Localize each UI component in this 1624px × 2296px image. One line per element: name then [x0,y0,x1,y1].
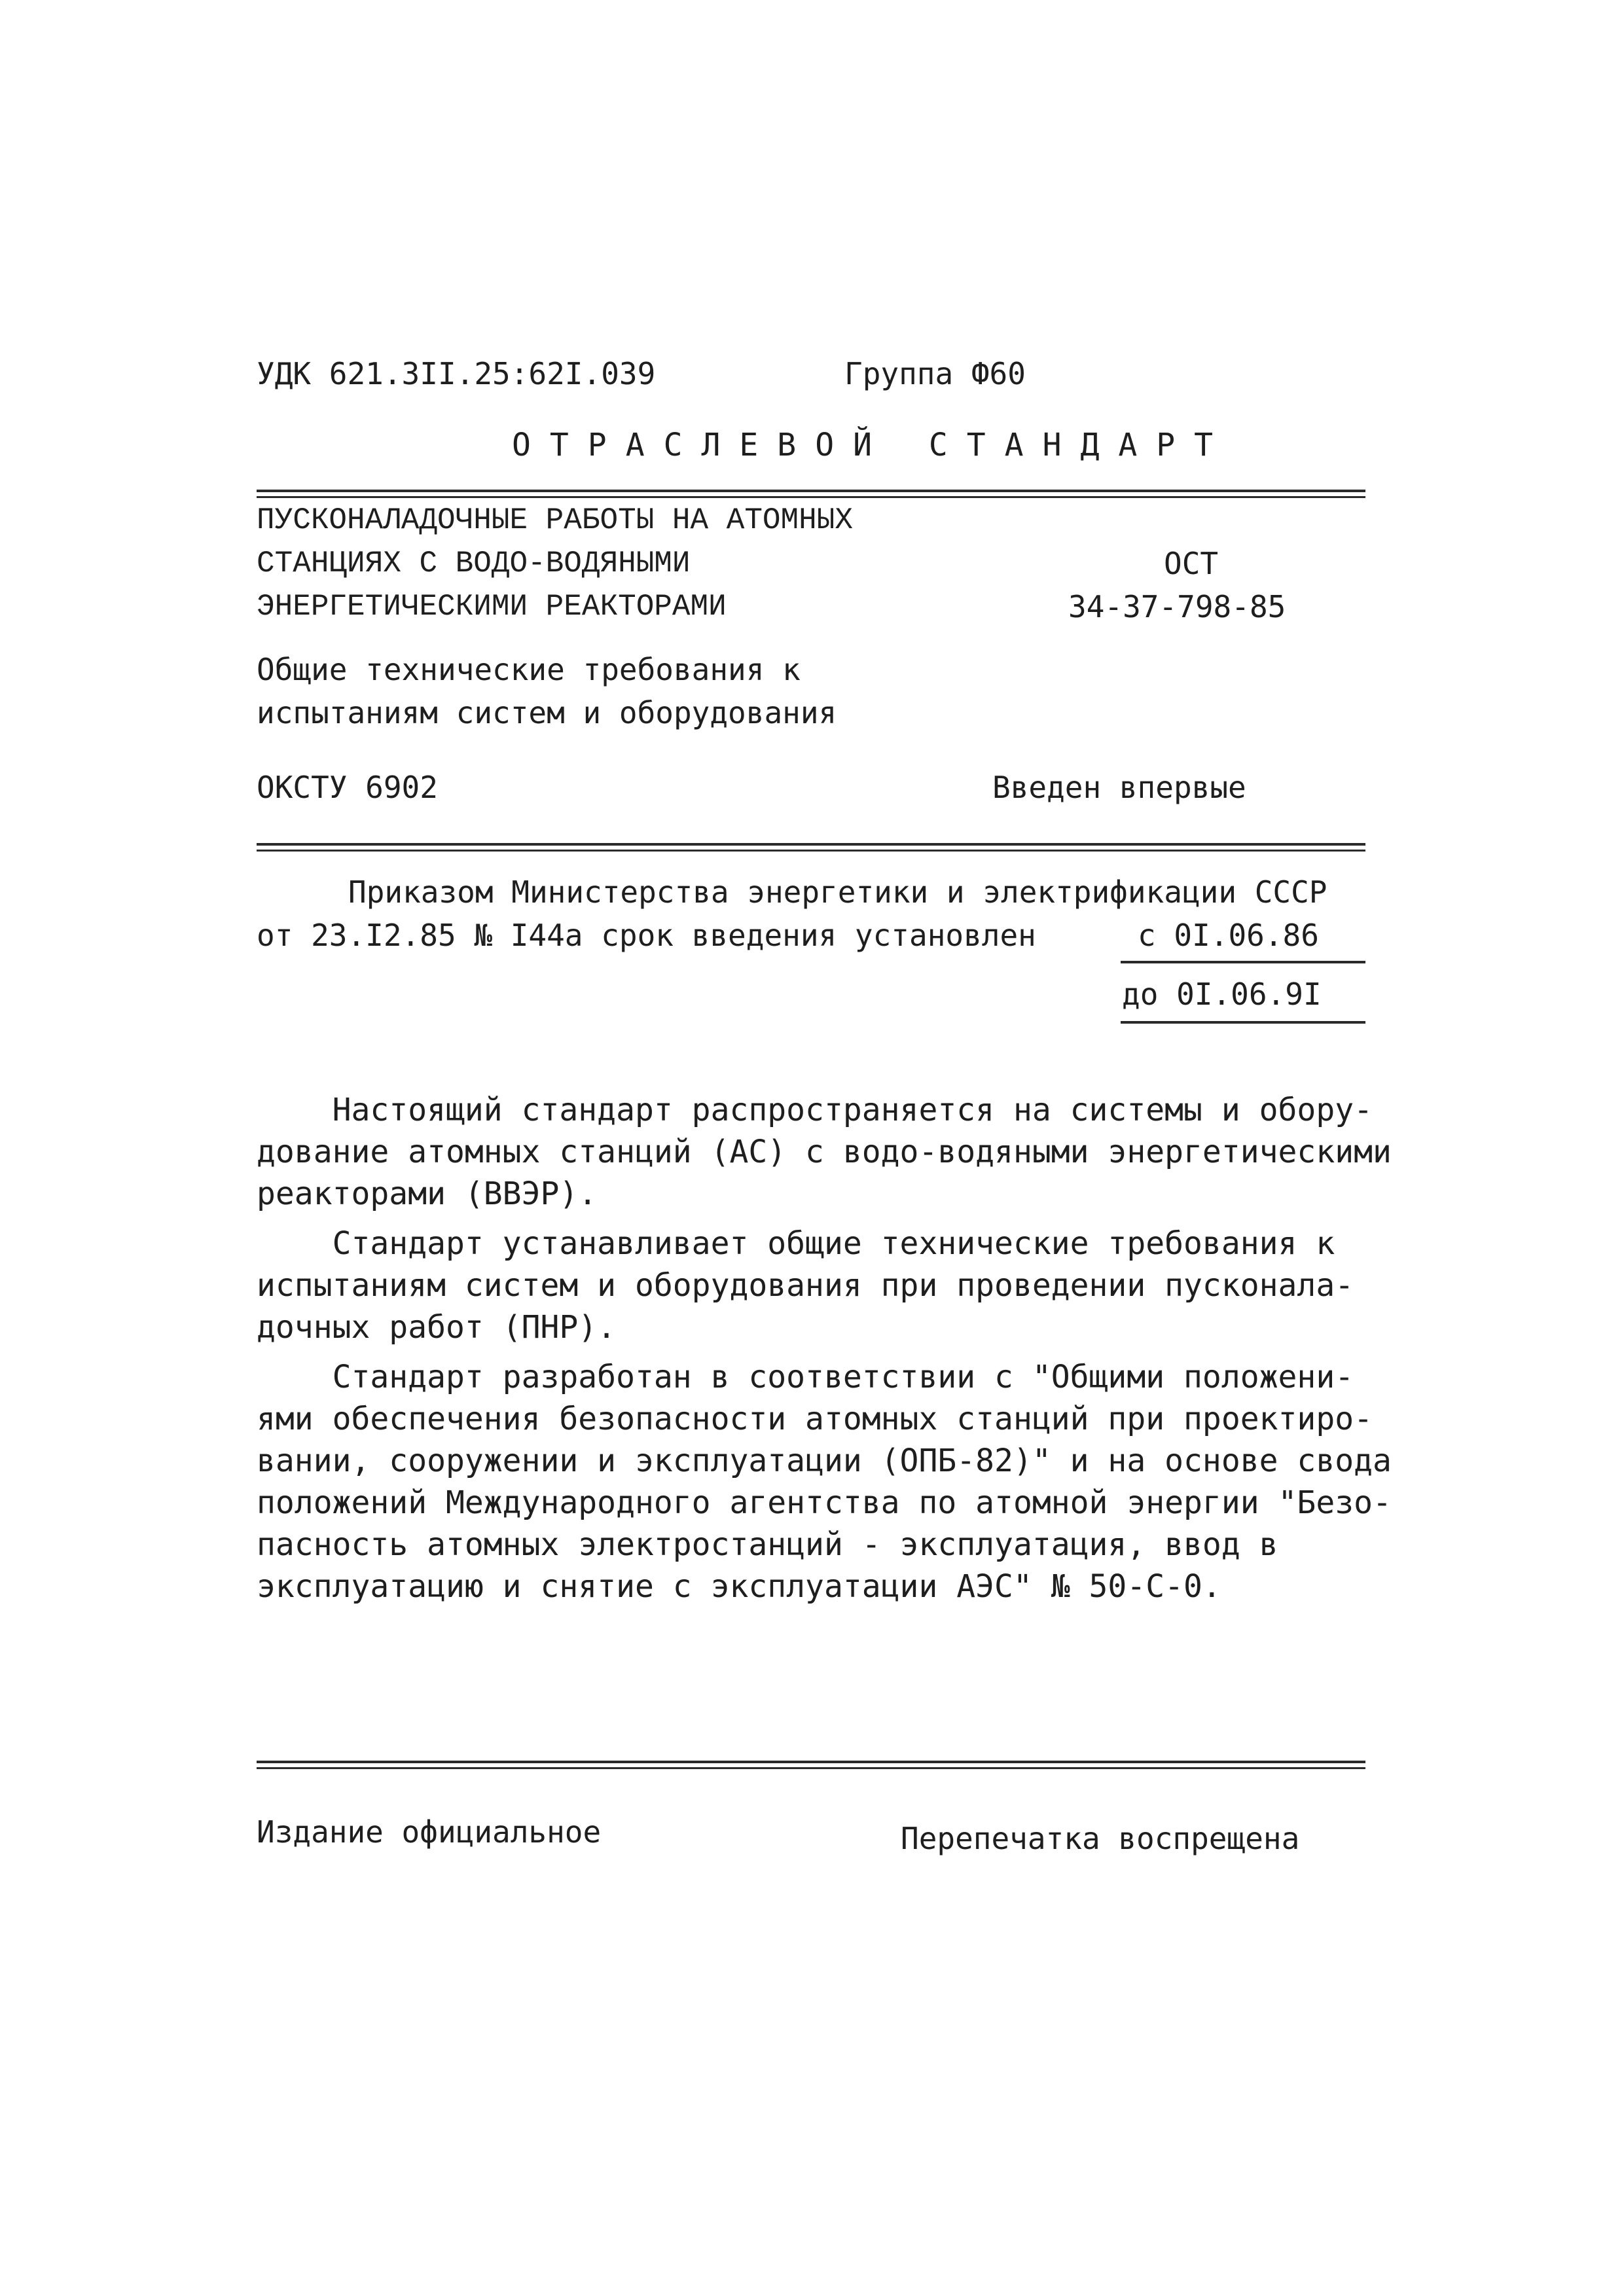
title-divider [257,843,1365,852]
introduced-note: Введен впервые [992,770,1246,805]
title-line-2: СТАНЦИЯХ С ВОДО-ВОДЯНЫМИ [257,547,691,581]
reprint-prohibited-note: Перепечатка воспрещена [901,1821,1300,1856]
designation-label: ОСТ [1164,546,1219,581]
title-line-1: ПУСКОНАЛАДОЧНЫЕ РАБОТЫ НА АТОМНЫХ [257,503,853,537]
group-code: Группа Ф60 [844,356,1026,391]
subtitle-line-2: испытаниям систем и оборудования [257,695,837,730]
body-paragraph-3: Стандарт разработан в соответствии с "Общими положени- ями обеспечения безопасности атомных станций при проектиро- вании, сооружении и эксплуатации (ОПБ-82)" и на основе свода положений Международного агентства по атомной энергии "Безо- пасность атомных электростанций - эксплуатация, ввод в эксплуатацию и снятие с эксплуатации АЭС" № 50-С-0. [257,1359,1392,1605]
order-line-2: от 23.I2.85 № I44a срок введения установлен [257,918,1036,953]
standard-type-heading: ОТРАСЛЕВОЙ СТАНДАРТ [512,427,1233,463]
footer-divider [257,1761,1365,1769]
okstu-code: ОКСТУ 6902 [257,770,438,805]
date-from-underline [1121,961,1365,963]
official-edition-note: Издание официальное [257,1814,602,1850]
date-from: с 0I.06.86 [1138,918,1319,953]
udk-code: УДК 621.3II.25:62I.039 [257,356,656,391]
body-paragraph-1: Настоящий стандарт распространяется на системы и обору- дование атомных станций (АС) с водо-водяными энергетическими реакторами (ВВЭР). [257,1092,1392,1212]
designation-number: 34-37-798-85 [1068,589,1286,624]
title-line-3: ЭНЕРГЕТИЧЕСКИМИ РЕАКТОРАМИ [257,590,727,624]
date-to-underline [1121,1021,1365,1024]
order-line-1: Приказом Министерства энергетики и электрификации СССР [348,874,1327,910]
body-paragraph-2: Стандарт устанавливает общие технические требования к испытаниям систем и оборудования при проведении пусконала- дочных работ (ПНР). [257,1225,1354,1346]
date-to: до 0I.06.9I [1122,977,1322,1012]
subtitle-line-1: Общие технические требования к [257,652,801,687]
top-divider [257,490,1365,498]
